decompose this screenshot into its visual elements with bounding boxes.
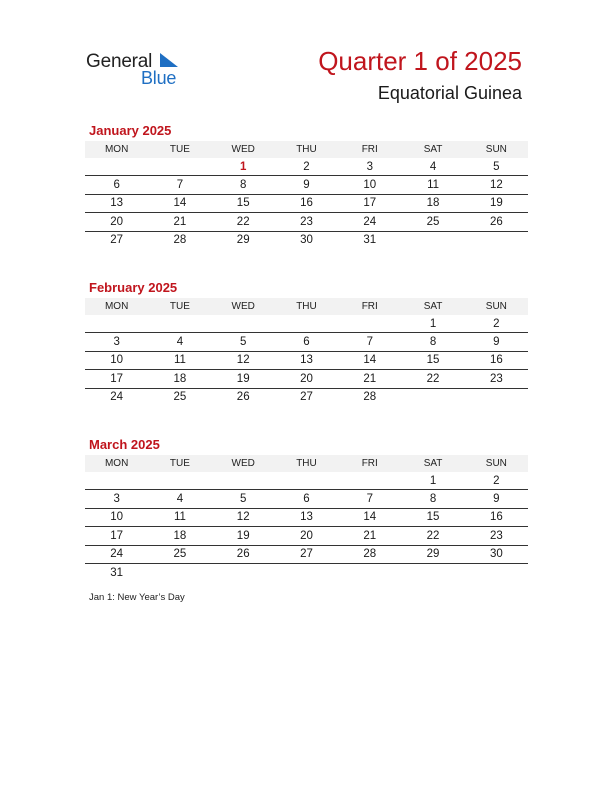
empty-day-cell: [275, 315, 338, 333]
generalblue-logo: [86, 51, 196, 91]
weekday-header: TUE: [148, 141, 211, 158]
calendar-table: [85, 141, 528, 249]
week-row: [85, 388, 528, 406]
logo-blue-text: Blue: [141, 68, 177, 88]
week-row: [85, 563, 528, 581]
day-cell: 1: [401, 472, 464, 490]
day-cell: 27: [110, 234, 124, 247]
logo-general-text: General: [86, 51, 153, 72]
day-cell: 4: [148, 333, 211, 351]
day-cell: 10: [85, 351, 148, 369]
day-cell: 2: [465, 315, 528, 333]
day-cell: 17: [338, 194, 401, 212]
day-cell: 24: [338, 213, 401, 231]
week-row: [85, 158, 528, 176]
weekday-header: FRI: [338, 455, 401, 472]
empty-day-cell: [465, 563, 528, 581]
day-cell: 15: [401, 508, 464, 526]
day-cell: 22: [212, 213, 275, 231]
empty-day-cell: [275, 472, 338, 490]
empty-day-cell: [465, 388, 528, 406]
day-cell: 31: [363, 234, 377, 247]
week-row: [85, 508, 528, 526]
day-cell: 11: [148, 351, 211, 369]
weekday-header: SAT: [401, 298, 464, 315]
weekday-header: FRI: [338, 298, 401, 315]
weekday-header: SAT: [401, 455, 464, 472]
empty-day-cell: [401, 388, 464, 406]
calendar-table: [85, 298, 528, 406]
weekday-header: WED: [212, 455, 275, 472]
weekday-header: SUN: [465, 141, 528, 158]
day-cell: 14: [338, 351, 401, 369]
month-title: January 2025: [89, 123, 172, 138]
week-row: [85, 472, 528, 490]
day-cell: 7: [148, 176, 211, 194]
day-cell: 16: [275, 194, 338, 212]
weekday-header: SUN: [465, 455, 528, 472]
day-cell: 17: [85, 527, 148, 545]
day-cell: 29: [401, 545, 464, 563]
empty-day-cell: [85, 158, 148, 176]
empty-day-cell: [275, 563, 338, 581]
day-cell: 19: [465, 194, 528, 212]
month-title: February 2025: [89, 280, 178, 295]
month-title: March 2025: [89, 437, 160, 452]
weekday-header: SUN: [465, 298, 528, 315]
empty-day-cell: [465, 231, 528, 249]
empty-day-cell: [401, 563, 464, 581]
week-row: [85, 351, 528, 369]
day-cell: 28: [338, 545, 401, 563]
week-row: [85, 231, 528, 249]
day-cell: 2: [275, 158, 338, 176]
day-cell: 25: [173, 391, 187, 404]
week-row: [85, 527, 528, 545]
week-row: [85, 315, 528, 333]
month-february: [85, 280, 528, 406]
day-cell: 10: [338, 176, 401, 194]
day-cell: 6: [85, 176, 148, 194]
day-cell: 19: [212, 527, 275, 545]
day-cell: 9: [275, 176, 338, 194]
weekday-header: WED: [212, 141, 275, 158]
week-row: [85, 370, 528, 388]
country-name: Equatorial Guinea: [377, 83, 522, 103]
weekday-header-row: [85, 298, 528, 315]
week-row: [85, 545, 528, 563]
day-cell: 19: [212, 370, 275, 388]
day-cell: 26: [236, 391, 250, 404]
day-cell: 14: [148, 194, 211, 212]
day-cell: 5: [212, 333, 275, 351]
day-cell: 30: [465, 545, 528, 563]
day-cell: 28: [173, 234, 187, 247]
weekday-header: SAT: [401, 141, 464, 158]
weekday-header: THU: [275, 298, 338, 315]
day-cell: 20: [275, 370, 338, 388]
day-cell: 23: [465, 370, 528, 388]
weekday-header: THU: [275, 455, 338, 472]
day-cell: 3: [85, 490, 148, 508]
day-cell: 4: [401, 158, 464, 176]
empty-day-cell: [148, 158, 211, 176]
day-cell: 28: [363, 391, 377, 404]
day-cell: 24: [110, 391, 124, 404]
day-cell: 4: [148, 490, 211, 508]
day-cell: 27: [300, 391, 313, 404]
day-cell: 1: [401, 315, 464, 333]
month-march: [85, 437, 528, 581]
week-row: [85, 176, 528, 194]
week-row: [85, 194, 528, 212]
day-cell: 23: [275, 213, 338, 231]
day-cell: 5: [212, 490, 275, 508]
day-cell: 29: [236, 234, 250, 247]
calendar-table: [85, 455, 528, 581]
weekday-header: MON: [85, 298, 148, 315]
weekday-header-row: [85, 141, 528, 158]
day-cell: 6: [275, 333, 338, 351]
logo-flag-icon: [158, 53, 180, 69]
day-cell: 26: [465, 213, 528, 231]
day-cell: 18: [148, 527, 211, 545]
day-cell: 23: [465, 527, 528, 545]
page-title: Quarter 1 of 2025: [318, 46, 522, 76]
day-cell: 24: [85, 545, 148, 563]
day-cell: 12: [212, 351, 275, 369]
empty-day-cell: [212, 563, 275, 581]
day-cell: 27: [275, 545, 338, 563]
day-cell: 18: [401, 194, 464, 212]
day-cell: 18: [148, 370, 211, 388]
day-cell: 7: [338, 333, 401, 351]
day-cell: 10: [85, 508, 148, 526]
empty-day-cell: [148, 315, 211, 333]
week-row: [85, 213, 528, 231]
weekday-header: MON: [85, 455, 148, 472]
day-cell: 9: [465, 490, 528, 508]
empty-day-cell: [338, 472, 401, 490]
holiday-note: Jan 1: New Year’s Day: [89, 592, 185, 603]
empty-day-cell: [212, 472, 275, 490]
day-cell: 21: [338, 370, 401, 388]
day-cell: 22: [401, 370, 464, 388]
day-cell: 11: [401, 176, 464, 194]
weekday-header: FRI: [338, 141, 401, 158]
weekday-header: THU: [275, 141, 338, 158]
day-cell: 16: [465, 351, 528, 369]
day-cell: 2: [465, 472, 528, 490]
weekday-header: TUE: [148, 298, 211, 315]
day-cell: 12: [212, 508, 275, 526]
empty-day-cell: [338, 563, 401, 581]
weekday-header-row: [85, 455, 528, 472]
day-cell: 15: [401, 351, 464, 369]
empty-day-cell: [212, 315, 275, 333]
day-cell: 12: [465, 176, 528, 194]
empty-day-cell: [338, 315, 401, 333]
day-cell: 17: [85, 370, 148, 388]
weekday-header: TUE: [148, 455, 211, 472]
empty-day-cell: [85, 315, 148, 333]
day-cell: 26: [212, 545, 275, 563]
day-cell: 25: [401, 213, 464, 231]
day-cell: 8: [401, 490, 464, 508]
day-cell: 13: [275, 351, 338, 369]
day-cell: 7: [338, 490, 401, 508]
week-row: [85, 490, 528, 508]
week-row: [85, 333, 528, 351]
empty-day-cell: [401, 231, 464, 249]
weekday-header: MON: [85, 141, 148, 158]
day-cell: 5: [465, 158, 528, 176]
day-cell: 15: [212, 194, 275, 212]
day-cell: 22: [401, 527, 464, 545]
empty-day-cell: [148, 472, 211, 490]
weekday-header: WED: [212, 298, 275, 315]
day-cell: 1: [212, 158, 275, 176]
day-cell: 3: [338, 158, 401, 176]
month-january: [85, 123, 528, 249]
day-cell: 20: [275, 527, 338, 545]
empty-day-cell: [85, 472, 148, 490]
day-cell: 30: [300, 234, 313, 247]
day-cell: 20: [85, 213, 148, 231]
day-cell: 11: [148, 508, 211, 526]
day-cell: 25: [148, 545, 211, 563]
day-cell: 21: [338, 527, 401, 545]
day-cell: 6: [275, 490, 338, 508]
day-cell: 21: [148, 213, 211, 231]
day-cell: 31: [110, 566, 124, 579]
day-cell: 14: [338, 508, 401, 526]
day-cell: 13: [85, 194, 148, 212]
day-cell: 3: [85, 333, 148, 351]
empty-day-cell: [148, 563, 211, 581]
day-cell: 13: [275, 508, 338, 526]
day-cell: 8: [401, 333, 464, 351]
day-cell: 9: [465, 333, 528, 351]
day-cell: 8: [212, 176, 275, 194]
day-cell: 16: [465, 508, 528, 526]
